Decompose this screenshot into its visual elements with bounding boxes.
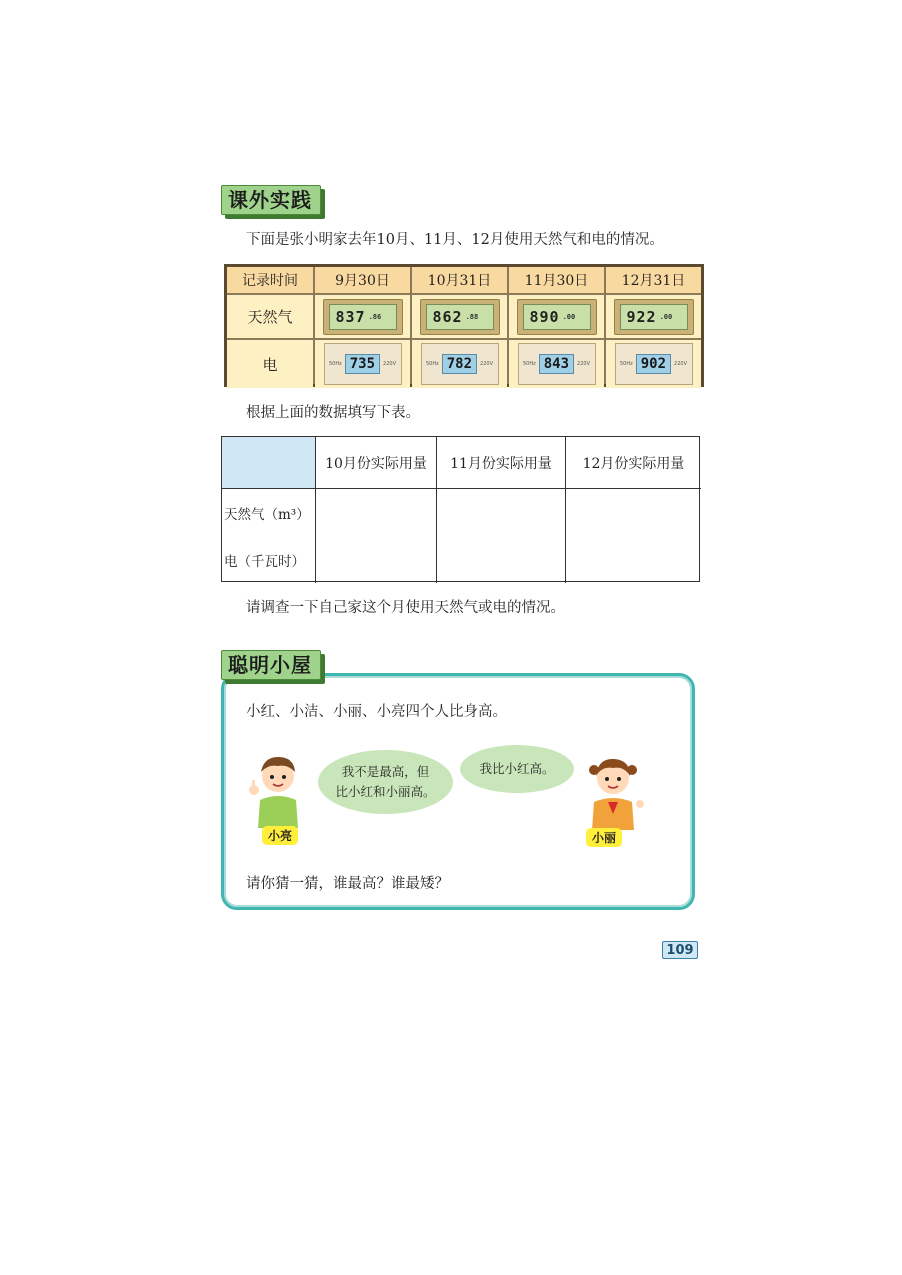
bubble-line: 比小红和小丽高。 (335, 784, 436, 799)
table-header-label: 记录时间 (227, 267, 313, 293)
gas-decimal: .00 (562, 312, 576, 321)
name-tag-boy: 小亮 (262, 826, 298, 845)
meter-freq: 50Hz (328, 361, 342, 367)
gas-decimal: .00 (659, 312, 673, 321)
elec-meter-cell (412, 340, 507, 388)
puzzle-question: 小红、小洁、小丽、小亮四个人比身高。 (246, 704, 507, 720)
electric-meter-icon (324, 343, 402, 385)
gas-meter-cell (509, 295, 604, 338)
boy-illustration-icon (248, 750, 308, 828)
electric-meter-icon (518, 343, 596, 385)
answer-cell[interactable] (566, 489, 701, 583)
elec-reading: 782 (442, 354, 477, 374)
meter-reading-table (224, 264, 704, 387)
section-title-practice: 课外实践 (221, 185, 321, 215)
column-header: 10月份实际用量 (316, 437, 437, 489)
column-header: 11月份实际用量 (437, 437, 566, 489)
elec-reading: 902 (636, 354, 671, 374)
elec-reading: 735 (345, 354, 380, 374)
gas-meter-cell (606, 295, 701, 338)
gas-reading: 922 (626, 307, 657, 326)
meter-volt: 220V (480, 361, 493, 367)
elec-meter-cell (606, 340, 701, 388)
bubble-line: 我不是最高，但 (341, 764, 430, 779)
page-number: 109 (662, 941, 698, 959)
section-title-puzzle: 聪明小屋 (221, 650, 321, 680)
meter-freq: 50Hz (522, 361, 536, 367)
row-label-electricity: 电 (227, 340, 313, 388)
gas-reading: 890 (529, 307, 560, 326)
gas-decimal: .88 (465, 312, 479, 321)
speech-bubble-boy (318, 750, 453, 814)
date-header: 11月30日 (509, 267, 604, 293)
electric-meter-icon (421, 343, 499, 385)
electric-meter-icon (615, 343, 693, 385)
row-label-elec-kwh: 电（千瓦时） (224, 553, 305, 570)
answer-cell[interactable] (316, 489, 437, 583)
girl-illustration-icon (580, 750, 646, 830)
gas-meter-icon (614, 299, 694, 335)
date-header: 9月30日 (315, 267, 410, 293)
row-label-gas: 天然气 (227, 295, 313, 338)
puzzle-ask: 请你猜一猜，谁最高？谁最矮？ (246, 876, 449, 892)
date-header: 10月31日 (412, 267, 507, 293)
row-label-gas-volume: 天然气（m³） (224, 506, 310, 523)
gas-reading: 837 (335, 307, 366, 326)
meter-volt: 220V (383, 361, 396, 367)
instruction-text: 根据上面的数据填写下表。 (246, 405, 420, 421)
meter-freq: 50Hz (619, 361, 633, 367)
gas-meter-icon (517, 299, 597, 335)
intro-text: 下面是张小明家去年10月、11月、12月使用天然气和电的情况。 (246, 232, 664, 248)
row-labels-cell (222, 489, 316, 583)
name-tag-girl: 小丽 (586, 828, 622, 847)
elec-reading: 843 (539, 354, 574, 374)
speech-bubble-girl: 我比小红高。 (460, 745, 574, 793)
blank-corner-cell (222, 437, 316, 489)
column-header: 12月份实际用量 (566, 437, 701, 489)
gas-meter-cell (315, 295, 410, 338)
elec-meter-cell (315, 340, 410, 388)
gas-meter-cell (412, 295, 507, 338)
date-header: 12月31日 (606, 267, 701, 293)
meter-freq: 50Hz (425, 361, 439, 367)
gas-decimal: .86 (368, 312, 382, 321)
gas-meter-icon (420, 299, 500, 335)
gas-reading: 862 (432, 307, 463, 326)
survey-text: 请调查一下自己家这个月使用天然气或电的情况。 (246, 600, 565, 616)
gas-meter-icon (323, 299, 403, 335)
fill-in-table (221, 436, 700, 582)
meter-volt: 220V (674, 361, 687, 367)
elec-meter-cell (509, 340, 604, 388)
answer-cell[interactable] (437, 489, 566, 583)
meter-volt: 220V (577, 361, 590, 367)
